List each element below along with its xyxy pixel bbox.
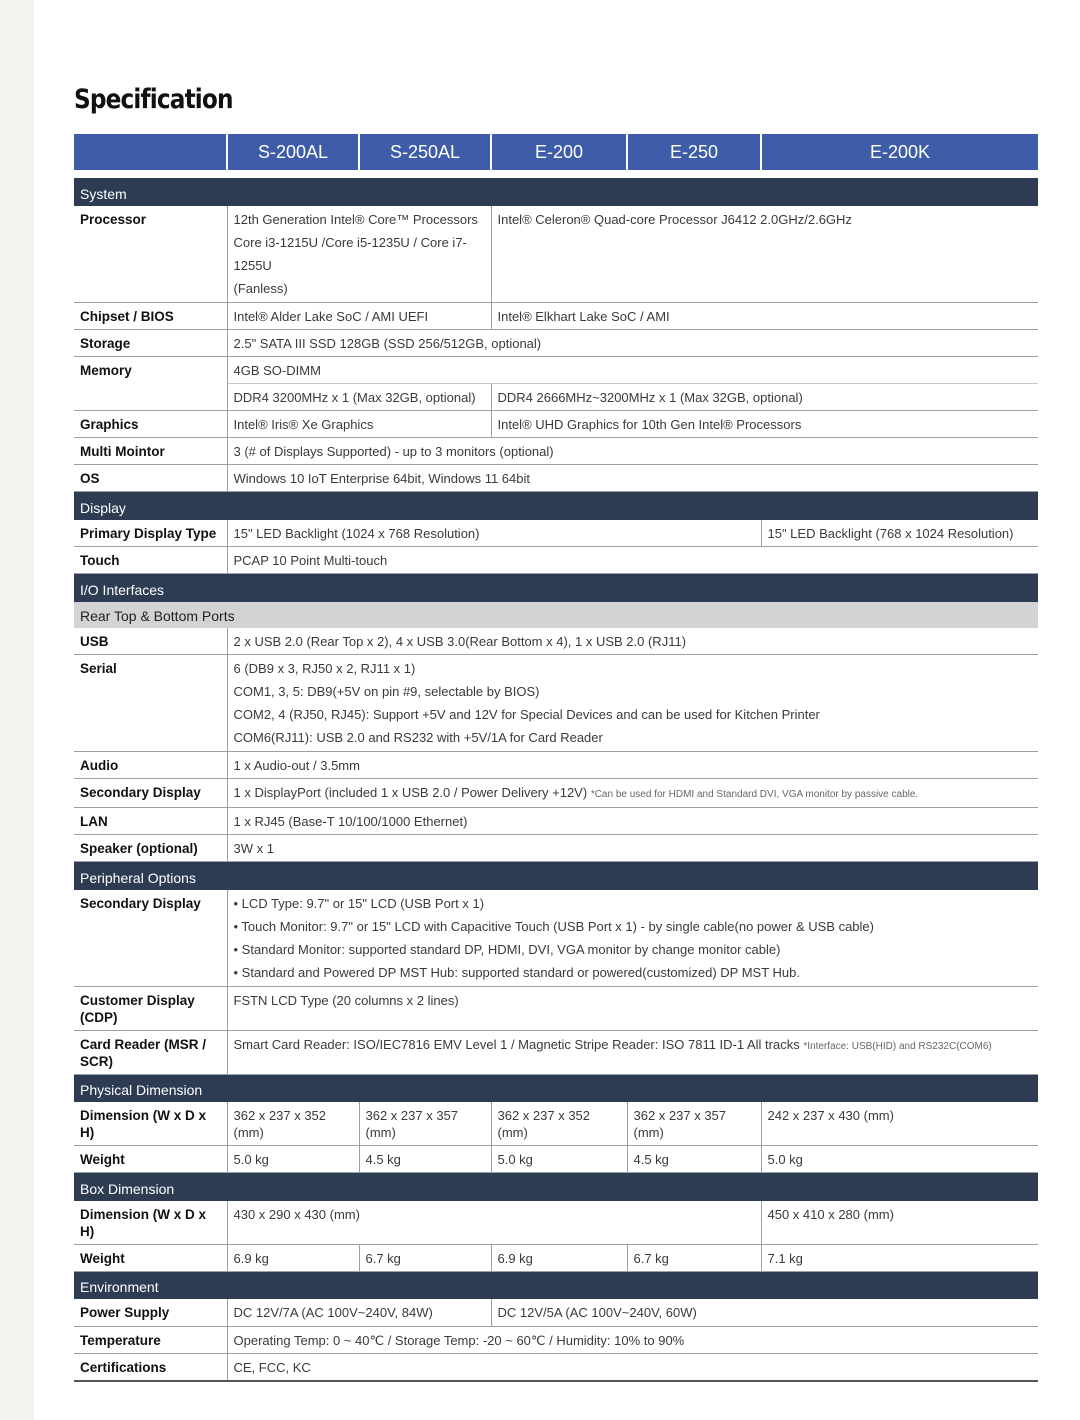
cdp-value: FSTN LCD Type (20 columns x 2 lines) (227, 986, 1038, 1030)
row-label-processor: Processor (74, 206, 227, 303)
usb-value: 2 x USB 2.0 (Rear Top x 2), 4 x USB 3.0(Rear Bottom x 4), 1 x USB 2.0 (RJ11) (227, 628, 1038, 655)
row-label-secondary-display: Secondary Display (74, 779, 227, 808)
row-label-storage: Storage (74, 330, 227, 357)
physical-dimension-s250al: 362 x 237 x 357 (mm) (359, 1102, 491, 1146)
section-box: Box Dimension (74, 1173, 1038, 1201)
section-environment: Environment (74, 1271, 1038, 1299)
physical-dimension-e200: 362 x 237 x 352 (mm) (491, 1102, 627, 1146)
memory-s-series: DDR4 3200MHz x 1 (Max 32GB, optional) (227, 384, 491, 411)
storage-value: 2.5" SATA III SSD 128GB (SSD 256/512GB, optional) (227, 330, 1038, 357)
chipset-s-series: Intel® Alder Lake SoC / AMI UEFI (227, 303, 491, 330)
subsection-rear-ports: Rear Top & Bottom Ports (74, 602, 1038, 628)
processor-e-series: Intel® Celeron® Quad-core Processor J6412 2.0GHz/2.6GHz (491, 206, 1038, 303)
row-label-audio: Audio (74, 752, 227, 779)
row-label-box-weight: Weight (74, 1244, 227, 1271)
row-label-memory: Memory (74, 357, 227, 411)
memory-e-series: DDR4 2666MHz~3200MHz x 1 (Max 32GB, optional) (491, 384, 1038, 411)
model-header-s200al: S-200AL (227, 134, 359, 170)
model-header-e250: E-250 (627, 134, 761, 170)
row-label-graphics: Graphics (74, 411, 227, 438)
graphics-s-series: Intel® Iris® Xe Graphics (227, 411, 491, 438)
physical-dimension-s200al: 362 x 237 x 352 (mm) (227, 1102, 359, 1146)
physical-weight-e200: 5.0 kg (491, 1146, 627, 1173)
row-label-primary-display: Primary Display Type (74, 520, 227, 547)
touch-value: PCAP 10 Point Multi-touch (227, 547, 1038, 574)
primary-display-a: 15" LED Backlight (1024 x 768 Resolution) (227, 520, 761, 547)
serial-value: 6 (DB9 x 3, RJ50 x 2, RJ11 x 1) COM1, 3, 5: DB9(+5V on pin #9, selectable by BIOS) COM2, 4 (RJ50, RJ45): Support +5V and 12V for Special Devices and can be used for Kitchen Printer COM6(RJ11): USB 2.0 and RS232 with +5V/1A for Card Reader (227, 655, 1038, 752)
card-reader-note: *Interface: USB(HID) and RS232C(COM6) (803, 1040, 992, 1052)
header-blank (74, 134, 227, 170)
row-label-chipset: Chipset / BIOS (74, 303, 227, 330)
physical-weight-s250al: 4.5 kg (359, 1146, 491, 1173)
box-dimension-a: 430 x 290 x 430 (mm) (227, 1201, 761, 1245)
multi-monitor-value: 3 (# of Displays Supported) - up to 3 monitors (optional) (227, 438, 1038, 465)
power-supply-s-series: DC 12V/7A (AC 100V~240V, 84W) (227, 1299, 491, 1326)
box-weight-e200: 6.9 kg (491, 1244, 627, 1271)
row-label-speaker: Speaker (optional) (74, 835, 227, 862)
box-dimension-k: 450 x 410 x 280 (mm) (761, 1201, 1038, 1245)
row-label-box-dimension: Dimension (W x D x H) (74, 1201, 227, 1245)
temperature-value: Operating Temp: 0 ~ 40℃ / Storage Temp: -20 ~ 60℃ / Humidity: 10% to 90% (227, 1326, 1038, 1353)
spec-page (34, 0, 1080, 1420)
box-weight-s200al: 6.9 kg (227, 1244, 359, 1271)
card-reader-value: Smart Card Reader: ISO/IEC7816 EMV Level 1 / Magnetic Stripe Reader: ISO 7811 ID-1 All tracks *Interface: USB(HID) and RS232C(COM6) (227, 1030, 1038, 1074)
power-supply-e-series: DC 12V/5A (AC 100V~240V, 60W) (491, 1299, 1038, 1326)
row-label-os: OS (74, 465, 227, 492)
row-label-serial: Serial (74, 655, 227, 752)
certifications-value: CE, FCC, KC (227, 1353, 1038, 1381)
spec-table (74, 134, 1038, 1382)
physical-weight-e200k: 5.0 kg (761, 1146, 1038, 1173)
row-label-certifications: Certifications (74, 1353, 227, 1381)
model-header-row (74, 134, 1038, 170)
box-weight-e250: 6.7 kg (627, 1244, 761, 1271)
primary-display-k: 15" LED Backlight (768 x 1024 Resolution) (761, 520, 1038, 547)
section-display: Display (74, 492, 1038, 520)
physical-dimension-e200k: 242 x 237 x 430 (mm) (761, 1102, 1038, 1146)
peripheral-secondary-display-value: • LCD Type: 9.7" or 15" LCD (USB Port x 1) • Touch Monitor: 9.7" or 15" LCD with Capacitive Touch (USB Port x 1) - by single cable(no power & USB cable) • Standard Monitor: supported standard DP, HDMI, DVI, VGA monitor by change monitor cable) • Standard and Powered DP MST Hub: supported standard or powered(customized) DP MST Hub. (227, 890, 1038, 987)
secondary-display-value: 1 x DisplayPort (included 1 x USB 2.0 / Power Delivery +12V) *Can be used for HDMI and Standard DVI, VGA monitor by passive cable. (227, 779, 1038, 808)
lan-value: 1 x RJ45 (Base-T 10/100/1000 Ethernet) (227, 808, 1038, 835)
row-label-cdp: Customer Display (CDP) (74, 986, 227, 1030)
model-header-e200k: E-200K (761, 134, 1038, 170)
memory-all: 4GB SO-DIMM (227, 357, 1038, 384)
box-weight-s250al: 6.7 kg (359, 1244, 491, 1271)
row-label-card-reader: Card Reader (MSR / SCR) (74, 1030, 227, 1074)
row-label-peripheral-secondary-display: Secondary Display (74, 890, 227, 987)
processor-s-series: 12th Generation Intel® Core™ Processors Core i3-1215U /Core i5-1235U / Core i7-1255U (Fanless) (227, 206, 491, 303)
model-header-e200: E-200 (491, 134, 627, 170)
row-label-physical-dimension: Dimension (W x D x H) (74, 1102, 227, 1146)
section-physical: Physical Dimension (74, 1074, 1038, 1102)
row-label-physical-weight: Weight (74, 1146, 227, 1173)
row-label-multi-monitor: Multi Mointor (74, 438, 227, 465)
row-label-touch: Touch (74, 547, 227, 574)
section-system: System (74, 178, 1038, 206)
page-title: Specification (74, 84, 233, 115)
section-peripheral: Peripheral Options (74, 862, 1038, 890)
box-weight-e200k: 7.1 kg (761, 1244, 1038, 1271)
row-label-lan: LAN (74, 808, 227, 835)
row-label-usb: USB (74, 628, 227, 655)
physical-weight-e250: 4.5 kg (627, 1146, 761, 1173)
model-header-s250al: S-250AL (359, 134, 491, 170)
chipset-e-series: Intel® Elkhart Lake SoC / AMI (491, 303, 1038, 330)
physical-dimension-e250: 362 x 237 x 357 (mm) (627, 1102, 761, 1146)
section-io: I/O Interfaces (74, 574, 1038, 602)
row-label-power-supply: Power Supply (74, 1299, 227, 1326)
os-value: Windows 10 IoT Enterprise 64bit, Windows 11 64bit (227, 465, 1038, 492)
physical-weight-s200al: 5.0 kg (227, 1146, 359, 1173)
audio-value: 1 x Audio-out / 3.5mm (227, 752, 1038, 779)
graphics-e-series: Intel® UHD Graphics for 10th Gen Intel® Processors (491, 411, 1038, 438)
row-label-temperature: Temperature (74, 1326, 227, 1353)
secondary-display-note: *Can be used for HDMI and Standard DVI, VGA monitor by passive cable. (590, 789, 919, 800)
speaker-value: 3W x 1 (227, 835, 1038, 862)
